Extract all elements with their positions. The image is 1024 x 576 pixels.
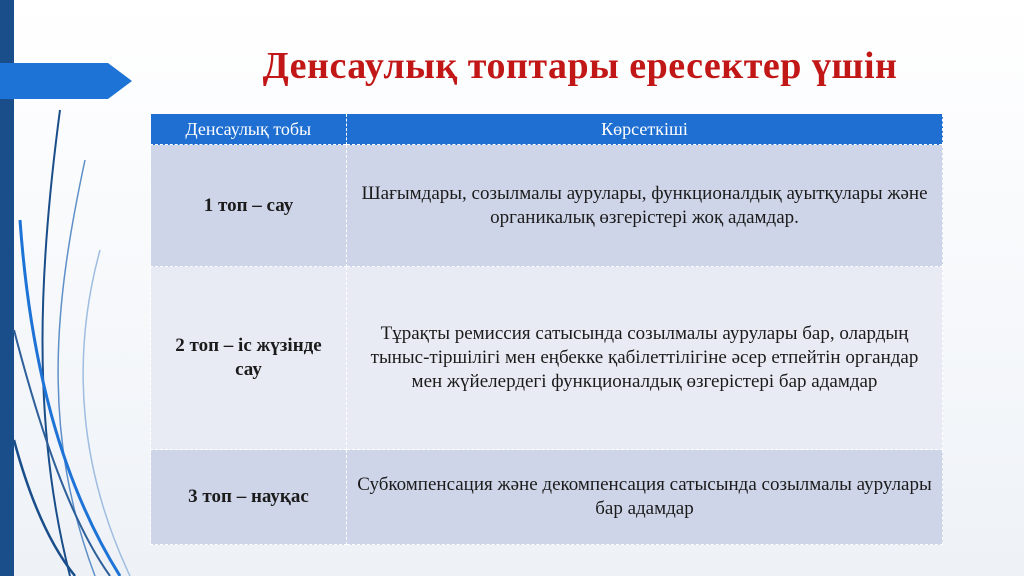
group-cell: 2 топ – іс жүзінде сау — [151, 267, 347, 450]
description-cell: Тұрақты ремиссия сатысында созылмалы аурулары бар, олардың тыныс-тіршілігі мен еңбекке қабілеттілігіне әсер етпейтін органдар мен жүйелердегі функционалдық өзгерістері бар адамдар — [347, 267, 943, 450]
health-groups-table — [150, 114, 943, 545]
description-cell: Субкомпенсация және декомпенсация сатысында созылмалы аурулары бар адамдар — [347, 450, 943, 545]
table-row — [151, 267, 943, 450]
header-health-group: Денсаулық тобы — [151, 114, 347, 145]
title-arrow-marker — [0, 63, 132, 99]
table-row — [151, 450, 943, 545]
table-header-row — [151, 114, 943, 145]
decor-line — [58, 160, 95, 576]
decorative-sidebar-graphic — [0, 0, 140, 576]
decor-line — [20, 220, 120, 576]
slide-title: Денсаулық топтары ересектер үшін — [262, 45, 898, 87]
header-indicator: Көрсеткіші — [347, 114, 943, 145]
group-cell: 1 топ – сау — [151, 145, 347, 267]
table-row — [151, 145, 943, 267]
decor-line — [43, 110, 71, 576]
decor-line — [83, 250, 130, 576]
description-cell: Шағымдары, созылмалы аурулары, функционалдық ауытқулары және органикалық өзгерістері жоқ адамдар. — [347, 145, 943, 267]
group-cell: 3 топ – науқас — [151, 450, 347, 545]
